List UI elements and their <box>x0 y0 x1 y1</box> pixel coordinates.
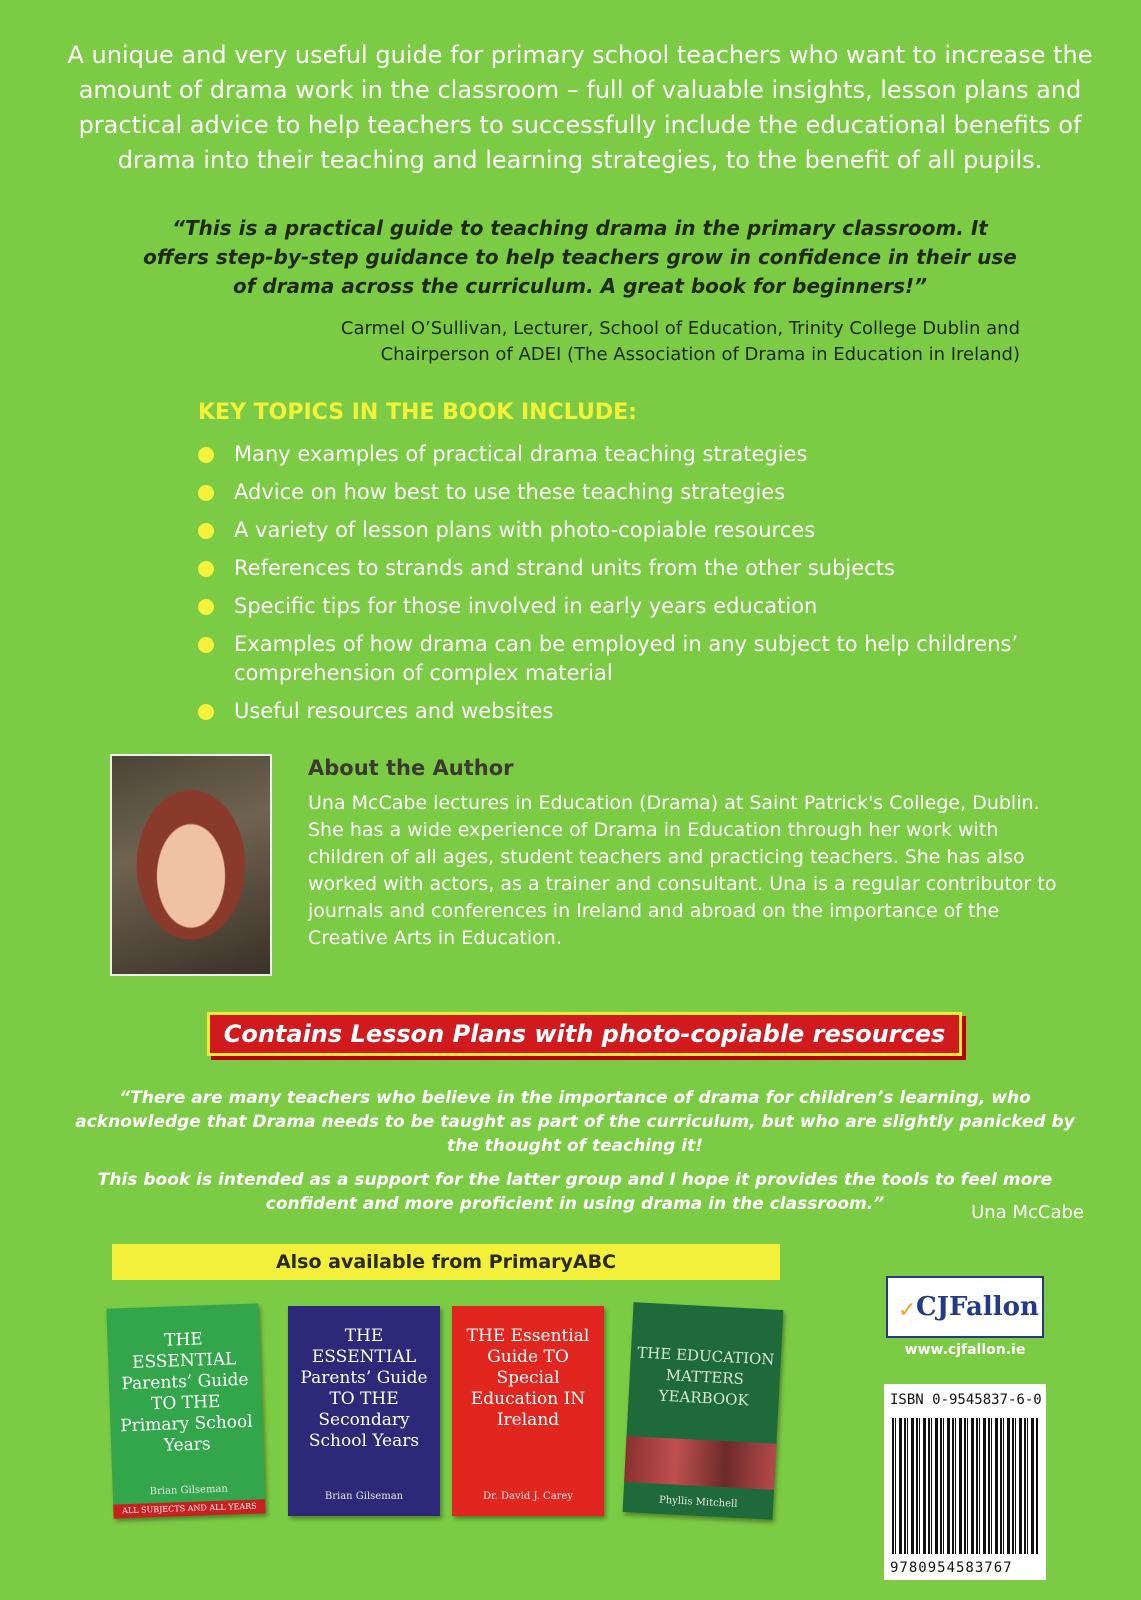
author-photo <box>110 754 272 976</box>
publisher-name: CJFallon <box>916 1292 1039 1322</box>
bullet-icon <box>198 447 214 463</box>
book-title: THE Essential Guide TO Special Education IN Ireland <box>466 1326 590 1430</box>
barcode-number: 9780954583767 <box>890 1560 1013 1576</box>
book-author: Phyllis Mitchell <box>658 1494 738 1510</box>
bullet-icon <box>198 599 214 615</box>
publisher-logo <box>886 1276 1044 1338</box>
publisher-url: www.cjfallon.ie <box>904 1342 1026 1358</box>
bullet-icon <box>198 485 214 501</box>
book-cover-primary <box>106 1303 265 1518</box>
topics-list <box>198 440 1078 735</box>
also-available-bar: Also available from PrimaryABC <box>112 1244 780 1280</box>
book-title: THE EDUCATION MATTERS YEARBOOK <box>636 1343 775 1410</box>
author-quote-para-2: This book is intended as a support for the latter group and I hope it provides the tools to feel more confident and more proficient in using drama in the classroom.” <box>97 1170 1053 1214</box>
banner-text: Contains Lesson Plans with photo-copiable resources <box>223 1020 946 1048</box>
about-author-heading: About the Author <box>308 756 514 780</box>
list-item: Advice on how best to use these teaching strategies <box>198 478 1078 507</box>
list-item: Specific tips for those involved in early years education <box>198 592 1078 621</box>
book-author: Brian Gilseman <box>149 1483 229 1498</box>
endorsement-quote: “This is a practical guide to teaching drama in the primary classroom. It offers step-by-step guidance to help teachers grow in confidence in their use of drama across the curriculum. A great book for beginners!” <box>143 216 1017 298</box>
book-cover-special-education <box>452 1306 604 1516</box>
attribution-line-1: Carmel O’Sullivan, Lecturer, School of Education, Trinity College Dublin and <box>340 318 1020 339</box>
book-cover-secondary <box>288 1306 440 1516</box>
attribution-line-2: Chairperson of ADEI (The Association of Drama in Education in Ireland) <box>380 344 1020 365</box>
book-cover-yearbook <box>623 1302 784 1520</box>
barcode <box>884 1384 1046 1580</box>
book-author: Brian Gilseman <box>324 1491 404 1502</box>
book-title: THE ESSENTIAL Parents’ Guide TO THE Secondary School Years <box>300 1326 428 1451</box>
about-author <box>308 756 1068 952</box>
bullet-icon <box>198 523 214 539</box>
topics-heading: KEY TOPICS IN THE BOOK INCLUDE: <box>198 400 637 425</box>
list-item: Examples of how drama can be employed in any subject to help childrens’ comprehension of complex material <box>198 630 1078 688</box>
book-author: Dr. David J. Carey <box>482 1491 573 1502</box>
check-icon: ✓ <box>898 1298 917 1323</box>
bullet-icon <box>198 561 214 577</box>
book-title: THE ESSENTIAL Parents’ Guide TO THE Primary School Years <box>119 1329 253 1456</box>
bullet-icon <box>198 637 214 653</box>
book-photo-strip <box>624 1436 776 1490</box>
list-item: Useful resources and websites <box>198 697 1078 726</box>
author-quote-para-1: “There are many teachers who believe in the importance of drama for children’s learning, who acknowledge that Drama needs to be taught as part of the curriculum, but who are slightly panicked by the thought of teaching it! <box>75 1088 1075 1156</box>
list-item: A variety of lesson plans with photo-copiable resources <box>198 516 1078 545</box>
author-quote-attribution: Una McCabe <box>971 1202 1084 1223</box>
book-strip: ALL SUBJECTS AND ALL YEARS <box>113 1499 265 1518</box>
bullet-icon <box>198 704 214 720</box>
isbn-label: ISBN 0-9545837-6-0 <box>890 1392 1042 1408</box>
author-bio: Una McCabe lectures in Education (Drama) at Saint Patrick's College, Dublin. She has a wide experience of Drama in Education through her work with children of all ages, student teachers and practicing teachers. She has also worked with actors, as a trainer and consultant. Una is a regular contributor to journals and conferences in Ireland and abroad on the importance of the Creative Arts in Education. <box>308 792 1057 949</box>
barcode-bars <box>892 1418 1038 1554</box>
endorsement-attribution <box>200 316 1020 368</box>
list-item: Many examples of practical drama teaching strategies <box>198 440 1078 469</box>
intro-paragraph: A unique and very useful guide for primary school teachers who want to increase the amount of drama work in the classroom – full of valuable insights, lesson plans and practical advice to help teachers to successfully include the educational benefits of drama into their teaching and learning strategies, to the benefit of all pupils. <box>67 41 1093 174</box>
lesson-plans-banner <box>207 1012 962 1056</box>
list-item: References to strands and strand units from the other subjects <box>198 554 1078 583</box>
